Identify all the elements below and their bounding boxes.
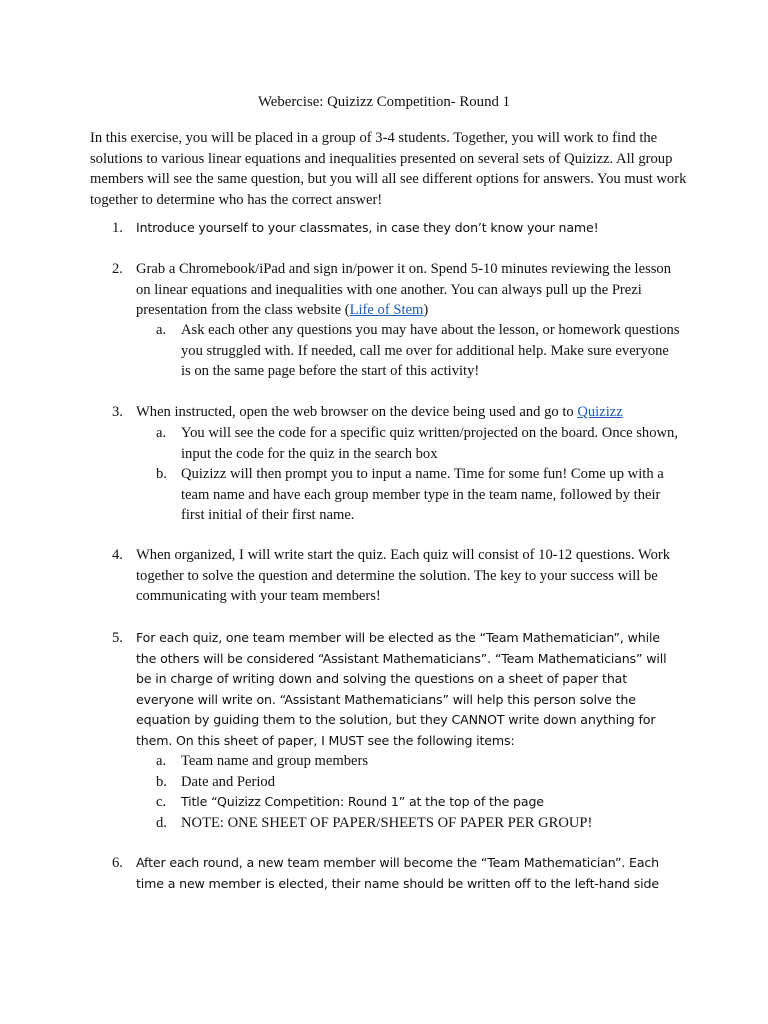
list-item-text-part: Grab a Chromebook/iPad and sign in/power it on. Spend 5-10 minutes reviewing the lesson on linear equations and inequalities with one another. You can always pull up the Prezi presentation from the class website ( (136, 261, 672, 318)
list-item-text (136, 259, 681, 321)
sub-letter: a. (156, 425, 167, 441)
sub-letter: a. (156, 322, 167, 338)
list-number: 4. (112, 547, 123, 563)
sub-item-text: You will see the code for a specific quiz written/projected on the board. Once shown, input the code for the quiz in the search box (181, 425, 678, 462)
sub-letter: b. (156, 466, 167, 482)
list-number: 5. (112, 630, 123, 646)
intro-paragraph: In this exercise, you will be placed in a group of 3-4 students. Together, you will work to find the solutions to various linear equations and inequalities presented on several sets of Quizizz. All group members will see the same question, but you will all see different options for answers. You must work together to determine who has the correct answer! (90, 130, 687, 208)
quizizz-link[interactable]: Quizizz (577, 404, 623, 420)
sub-item-text: Title “Quizizz Competition: Round 1” at the top of the page (181, 794, 544, 809)
list-item-text (136, 402, 681, 423)
list-number: 3. (112, 404, 123, 420)
list-number: 2. (112, 261, 123, 277)
sub-item-text: Ask each other any questions you may have about the lesson, or homework questions you struggled with. If needed, call me over for additional help. Make sure everyone is on the same page before the start of this activity! (181, 322, 680, 379)
list-item-text: Introduce yourself to your classmates, in case they don’t know your name! (136, 220, 599, 235)
list-item-text-part: ) (423, 302, 429, 318)
list-number: 1. (112, 220, 123, 236)
document-title: Webercise: Quizizz Competition- Round 1 (258, 94, 510, 110)
sub-item-text: Date and Period (181, 774, 276, 790)
sub-item-text: Quizizz will then prompt you to input a name. Time for some fun! Come up with a team name and have each group member type in the team name, followed by their first initial of their first name. (181, 466, 664, 523)
sub-letter: c. (156, 794, 167, 810)
sub-letter: d. (156, 815, 167, 831)
sub-letter: a. (156, 753, 167, 769)
sub-letter: b. (156, 774, 167, 790)
list-number: 6. (112, 855, 123, 871)
sub-item-text: Team name and group members (181, 753, 369, 769)
list-item-text-part: When instructed, open the web browser on the device being used and go to (136, 404, 578, 420)
sub-item-text: NOTE: ONE SHEET OF PAPER/SHEETS OF PAPER PER GROUP! (181, 815, 593, 831)
list-item-text: When organized, I will write start the quiz. Each quiz will consist of 10-12 questions. Work together to solve the question and determine the solution. The key to your success will be communicating with your team members! (136, 547, 671, 604)
list-item-text: After each round, a new team member will become the “Team Mathematician”. Each time a new member is elected, their name should be written off to the left-hand side (136, 855, 660, 891)
life-of-stem-link[interactable]: Life of Stem (349, 302, 424, 318)
list-item-text: For each quiz, one team member will be elected as the “Team Mathematician”, while the others will be considered “Assistant Mathematicians”. “Team Mathematicians” will be in charge of writing down and solving the questions on a sheet of paper that everyone will write on. “Assistant Mathematicians” will help this person solve the equation by guiding them to the solution, but they CANNOT write down anything for them. On this sheet of paper, I MUST see the following items: (136, 630, 667, 748)
